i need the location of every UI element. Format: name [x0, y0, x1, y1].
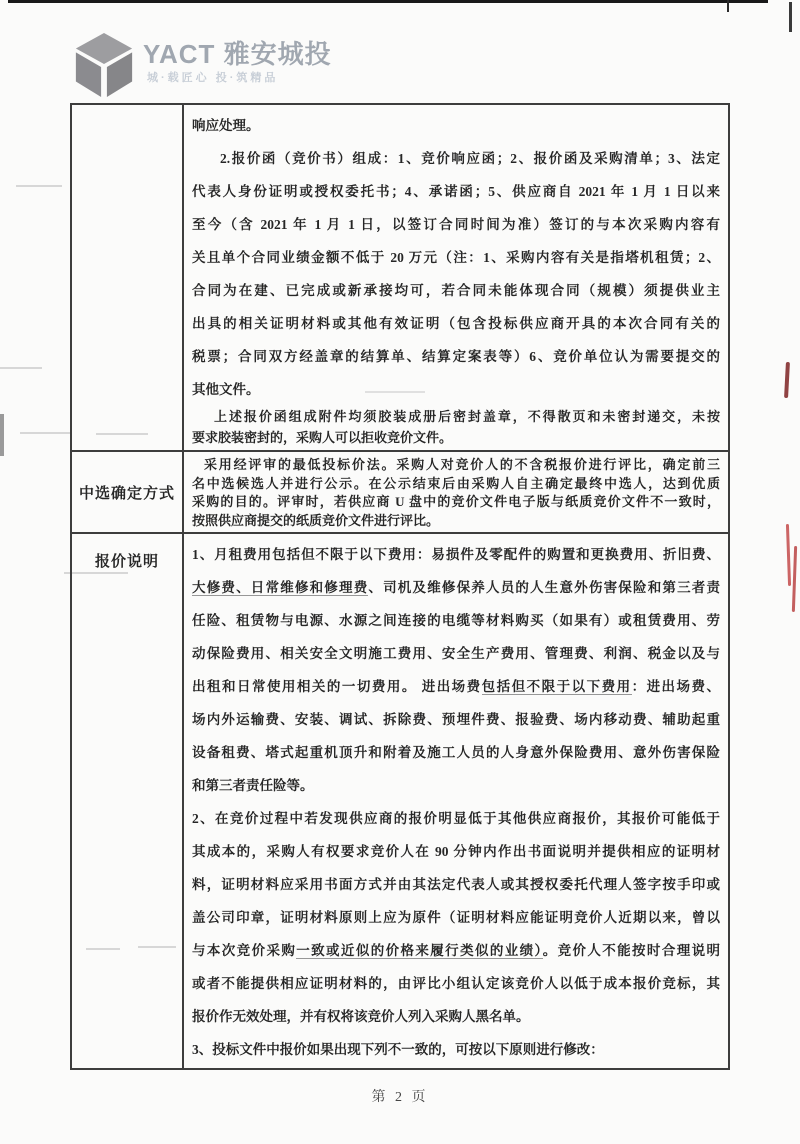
text-line: 税票；合同双方经盖章的结算单、结算定案表等）6、竞价单位认为需要提交的	[192, 349, 720, 364]
row-label: 中选确定方式	[72, 452, 184, 532]
text-line: 2、在竞价过程中若发现供应商的报价明显低于其他供应商报价，其报价可能低于	[192, 811, 720, 826]
cube-logo-icon	[72, 30, 136, 105]
row-content	[184, 105, 728, 450]
row-content	[184, 452, 728, 532]
text-line: 或者不能提供相应证明材料的，由评比小组认定该竞价人以低于成本报价竞标，其	[192, 976, 720, 991]
pen-mark-red	[786, 524, 791, 586]
paragraph-block	[192, 109, 720, 142]
pencil-dash	[16, 185, 62, 187]
scan-tick	[727, 0, 729, 12]
table-row	[72, 105, 728, 452]
scan-edge-left	[0, 414, 4, 456]
text-line: 出具的相关证明材料或其他有效证明（包含投标供应商开具的本次合同有关的	[192, 316, 720, 331]
scan-edge-top	[8, 0, 768, 3]
text-line: 1、月租费用包括但不限于以下费用：易损件及零配件的购置和更换费用、折旧费、	[192, 547, 720, 562]
text-line: 关且单个合同业绩金额不低于 20 万元（注：1、采购内容有关是指塔机租赁；2、	[192, 250, 720, 265]
paragraph-block	[192, 406, 720, 448]
text-line: 至今（含 2021 年 1 月 1 日，以签订合同时间为准）签订的与本次采购内容有	[192, 217, 720, 232]
text-line: 其他文件。	[192, 382, 260, 397]
pen-mark-red	[784, 362, 790, 398]
text-segment: 、司机及维修保养人员的人生意外伤害保险和第三者责	[368, 580, 720, 595]
text-line: 上述报价函组成附件均须胶装成册后密封盖章，不得散页和未密封递交，未按	[214, 409, 720, 424]
text-line: 2.报价函（竞价书）组成：1、竞价响应函；2、报价函及采购清单；3、法定	[220, 151, 720, 166]
page-number: 第 2 页	[371, 1090, 429, 1105]
underlined-text: 大修费、日常维修和修理费	[192, 580, 369, 595]
text-line: 和第三者责任险等。	[192, 778, 314, 793]
text-line: 响应处理。	[192, 118, 260, 133]
text-line: 报价作无效处理，并有权将该竞价人列入采购人黑名单。	[192, 1009, 530, 1024]
text-line: 任险、租赁物与电源、水源之间连接的电缆等材料购买（如果有）或租赁费用、劳	[192, 613, 720, 628]
text-line: 代表人身份证明或授权委托书；4、承诺函；5、供应商自 2021 年 1 月 1 日以来	[192, 184, 720, 199]
text-line	[192, 934, 720, 967]
text-segment: 出租和日常使用相关的一切费用。 进出场费	[192, 679, 482, 694]
text-line: 采购的目的。评审时，若供应商 U 盘中的竞价文件电子版与纸质竞价文件不一致时，	[192, 494, 720, 509]
text-line: 场内外运输费、安装、调试、拆除费、预埋件费、报验费、场内移动费、辅助起重	[192, 712, 720, 727]
pencil-dash	[0, 367, 42, 369]
text-line: 盖公司印章，证明材料原则上应为原件（证明材料应能证明竞价人近期以来，曾以	[192, 910, 720, 925]
text-line: 其成本的，采购人有权要求竞价人在 90 分钟内作出书面说明并提供相应的证明材	[192, 844, 720, 859]
text-line: 按照供应商提交的纸质竞价文件进行评比。	[192, 512, 440, 528]
row-label: 报价说明	[72, 534, 184, 1068]
scan-tick	[789, 2, 792, 32]
text-line: 动保险费用、相关安全文明施工费用、安全生产费用、管理费、利润、税金以及与	[192, 646, 720, 661]
table-row	[72, 452, 728, 534]
underlined-text: 包括但不限于以下费用	[481, 679, 632, 694]
text-line: 3、投标文件中报价如果出现下列不一致的，可按以下原则进行修改：	[192, 1042, 604, 1057]
brand-tagline: 城·载匠心 投·筑精品	[147, 72, 279, 84]
underlined-text: 一致或近似的价格来履行类似的业绩）	[296, 943, 543, 958]
text-line	[192, 670, 720, 703]
row-label	[72, 105, 184, 450]
text-line: 料，证明材料应采用书面方式并由其法定代表人或其授权委托代理人签字按手印或	[192, 877, 720, 892]
pen-mark-red	[792, 546, 797, 612]
table-row	[72, 534, 728, 1068]
text-line: 名中选候选人并进行公示。在公示结束后由采购人自主确定最终中选人，达到优质	[192, 475, 720, 491]
text-line: 合同为在建、已完成或新承接均可，若合同未能体现合同（规模）须提供业主	[192, 283, 720, 298]
text-segment: 。竞价人不能按时合理说明	[542, 943, 720, 958]
paragraph-block	[192, 538, 720, 1066]
text-segment: ：进出场费、	[631, 679, 720, 694]
text-line: 采用经评审的最低投标价法。采购人对竞价人的不含税报价进行评比，确定前三	[204, 457, 720, 472]
text-line: 设备租费、塔式起重机顶升和附着及施工人员的人身意外保险费用、意外伤害保险	[192, 745, 720, 760]
paragraph-block	[192, 142, 720, 406]
text-line	[192, 571, 720, 604]
pencil-dash	[20, 432, 70, 434]
text-line: 要求胶装密封的，采购人可以拒收竞价文件。	[192, 430, 453, 445]
doc-table	[70, 103, 730, 1070]
row-content	[184, 534, 728, 1068]
brand-logo-text: YACT 雅安城投	[143, 39, 332, 69]
text-segment: 与本次竞价采购	[192, 943, 297, 958]
paragraph-block	[192, 456, 720, 530]
